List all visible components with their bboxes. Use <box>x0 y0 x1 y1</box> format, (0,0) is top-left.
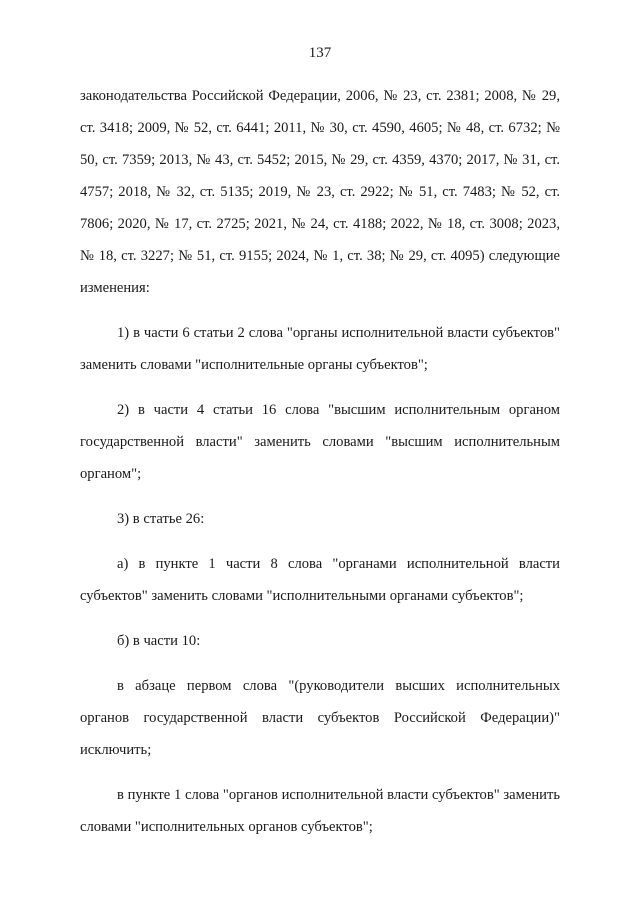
paragraph-legislation-references: законодательства Российской Федерации, 2006, № 23, ст. 2381; 2008, № 29, ст. 3418; 2009, № 52, ст. 6441; 2011, № 30, ст. 4590, 4605; № 48, ст. 6732; № 50, ст. 7359; 2013, № 43, ст. 5452; 2015, № 29, ст. 4359, 4370; 2017, № 31, ст. 4757; 2018, № 32, ст. 5135; 2019, № 23, ст. 2922; № 51, ст. 7483; № 52, ст. 7806; 2020, № 17, ст. 2725; 2021, № 24, ст. 4188; 2022, № 18, ст. 3008; 2023, № 18, ст. 3227; № 51, ст. 9155; 2024, № 1, ст. 38; № 29, ст. 4095) следующие изменения: <box>80 88 560 296</box>
page-number: 137 <box>308 45 332 61</box>
paragraph-punkt-1: в пункте 1 слова "органов исполнительной власти субъектов" заменить словами "исполнительных органов субъектов"; <box>80 787 560 835</box>
paragraph-item-2: 2) в части 4 статьи 16 слова "высшим исполнительным органом государственной власти" заменить словами "высшим исполнительным органом"; <box>80 402 560 482</box>
paragraph-item-3: 3) в статье 26: <box>117 511 205 527</box>
paragraph-item-3a: а) в пункте 1 части 8 слова "органами исполнительной власти субъектов" заменить словами "исполнительными органами субъектов"; <box>80 556 560 604</box>
document-body <box>80 80 560 843</box>
paragraph-abzac-pervyy: в абзаце первом слова "(руководители высших исполнительных органов государственной власти субъектов Российской Федерации)" исключить; <box>80 678 560 758</box>
paragraph-item-3b: б) в части 10: <box>117 633 201 649</box>
paragraph-item-1: 1) в части 6 статьи 2 слова "органы исполнительной власти субъектов" заменить словами "исполнительные органы субъектов"; <box>80 325 560 373</box>
